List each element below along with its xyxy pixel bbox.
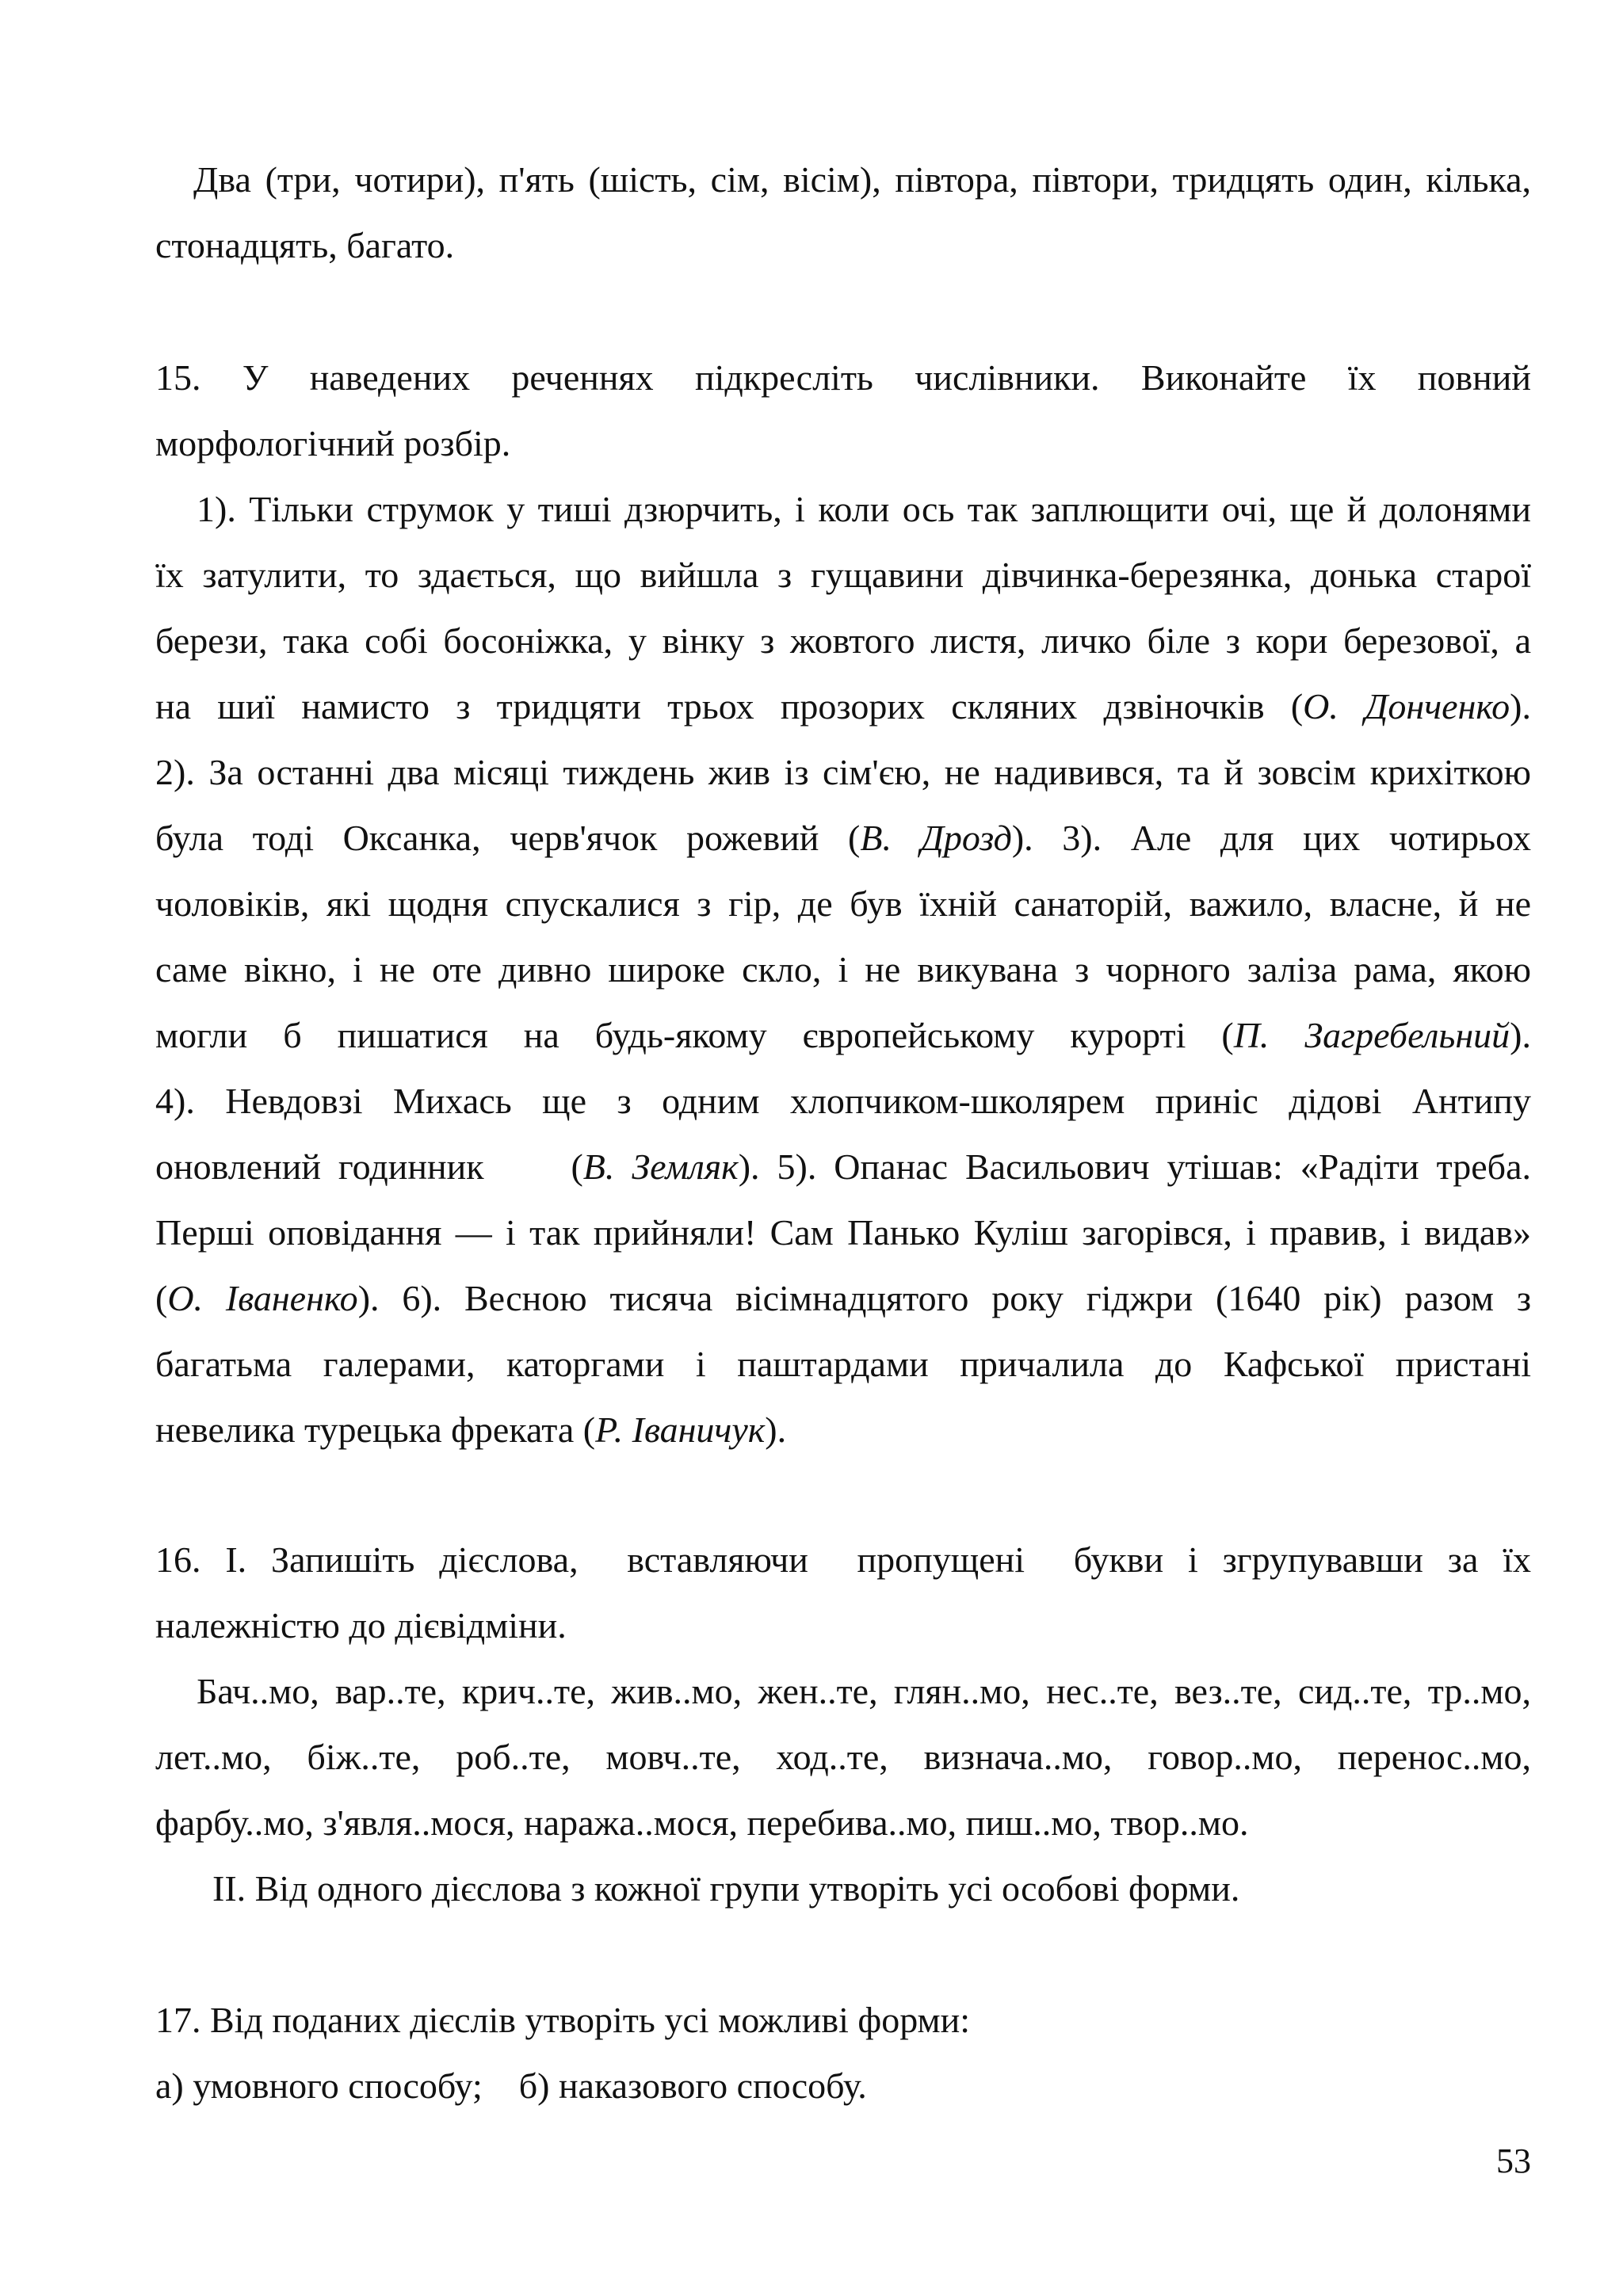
- exercise-16-title: [155, 1527, 1531, 1658]
- ex15-line-1: 1). Тільки струмок у тиші дзюрчить, і коли ось так заплющити очі, ще й долонями: [197, 489, 1531, 529]
- ex15-line-11-text: оновлений годинник (: [155, 1146, 583, 1187]
- ex16-task-2: ІІ. Від одного дієслова з кожної групи утворіть усі особові форми.: [212, 1868, 1240, 1909]
- ex15-line-9-end: ).: [1510, 1015, 1531, 1055]
- ex15-line-8: саме вікно, і не оте дивно широке скло, і не викувана з чорного заліза рама, якою: [155, 949, 1531, 990]
- ex16-title-line-2: належністю до дієвідміни.: [155, 1605, 567, 1646]
- intro-line-2: стонадцять, багато.: [155, 225, 455, 265]
- ex15-line-2: їх затулити, то здається, що вийшла з гущавини дівчинка-березянка, донька старої: [155, 555, 1531, 595]
- exercise-15-title: [155, 345, 1531, 476]
- ex15-title-line-2: морфологічний розбір.: [155, 423, 511, 463]
- ex15-line-12: Перші оповідання — і так прийняли! Сам Панько Куліш загорівся, і правив, і видав»: [155, 1212, 1531, 1253]
- ex15-line-9-text: могли б пишатися на будь-якому європейському курорті (: [155, 1015, 1234, 1055]
- exercise-15-text: [155, 476, 1531, 1463]
- ex17-title: 17. Від поданих дієслів утворіть усі можливі форми:: [155, 2000, 971, 2040]
- intro-line-1: Два (три, чотири), п'ять (шість, сім, вісім), півтора, півтори, тридцять один, кілька,: [193, 159, 1531, 200]
- ex15-line-4-text: на шиї намисто з тридцяти трьох прозорих скляних дзвіночків (: [155, 686, 1304, 727]
- ex15-line-3: берези, така собі босоніжка, у вінку з жовтого листя, личко біле з кори березової, а: [155, 620, 1531, 661]
- ex15-line-4: [155, 673, 1531, 739]
- ex15-line-5: 2). За останні два місяці тиждень жив із сім'єю, не надивився, та й зовсім крихіткою: [155, 752, 1531, 792]
- author-zahrebelnyi: П. Загребельний: [1233, 1015, 1510, 1055]
- ex16-words-line-2: лет..мо, біж..те, роб..те, мовч..те, ход..те, визнача..мо, говор..мо, перенос..мо,: [155, 1737, 1531, 1777]
- author-zemliak: В. Земляк: [582, 1146, 739, 1187]
- author-drozd: В. Дрозд: [860, 818, 1012, 858]
- intro-paragraph: [155, 147, 1531, 278]
- ex16-words-line-1: Бач..мо, вар..те, крич..те, жив..мо, жен..те, глян..мо, нес..те, вез..те, сид..те, тр..мо,: [197, 1671, 1531, 1711]
- ex15-line-13-text: ). 6). Весною тисяча вісімнадцятого року гіджри (1640 рік) разом з: [357, 1278, 1531, 1318]
- author-ivanychuk: Р. Іваничук: [595, 1409, 766, 1450]
- ex15-line-11-end: ). 5). Опанас Васильович утішав: «Радіти треба.: [738, 1146, 1531, 1187]
- page-number: 53: [1496, 2142, 1531, 2180]
- author-ivanenko: О. Іваненко: [167, 1278, 358, 1318]
- ex15-line-9: [155, 1002, 1531, 1068]
- ex15-title-line-1: 15. У наведених реченнях підкресліть числівники. Виконайте їх повний: [155, 357, 1531, 398]
- ex15-line-13-open: (: [155, 1278, 168, 1318]
- ex15-line-10: 4). Невдовзі Михась ще з одним хлопчиком-школярем приніс дідові Антипу: [155, 1081, 1531, 1121]
- ex15-line-15: [155, 1397, 1531, 1463]
- exercise-16-words: [155, 1658, 1531, 1921]
- ex16-title-line-1: 16. І. Запишіть дієслова, вставляючи пропущені букви і згрупувавши за їх: [155, 1539, 1531, 1580]
- author-donchenko: О. Донченко: [1303, 686, 1510, 727]
- ex15-line-6-text: була тоді Оксанка, черв'ячок рожевий (: [155, 818, 861, 858]
- ex15-line-13: [155, 1265, 1531, 1331]
- ex15-line-15-end: ).: [765, 1409, 787, 1450]
- ex16-words-line-3: фарбу..мо, з'явля..мося, наража..мося, перебива..мо, пиш..мо, твор..мо.: [155, 1802, 1249, 1843]
- exercise-17: [155, 1987, 1531, 2119]
- ex15-line-6: [155, 805, 1531, 871]
- ex15-line-4-end: ).: [1510, 686, 1531, 727]
- ex15-line-15-text: невелика турецька фреката (: [155, 1409, 596, 1450]
- ex15-line-14: багатьма галерами, каторгами і паштардами причалила до Кафської пристані: [155, 1344, 1531, 1384]
- ex15-line-6-end: ). 3). Але для цих чотирьох: [1011, 818, 1531, 858]
- ex17-options: а) умовного способу; б) наказового способу.: [155, 2065, 867, 2106]
- ex15-line-11: [155, 1134, 1531, 1199]
- ex15-line-7: чоловіків, які щодня спускалися з гір, де був їхній санаторій, важило, власне, й не: [155, 883, 1531, 924]
